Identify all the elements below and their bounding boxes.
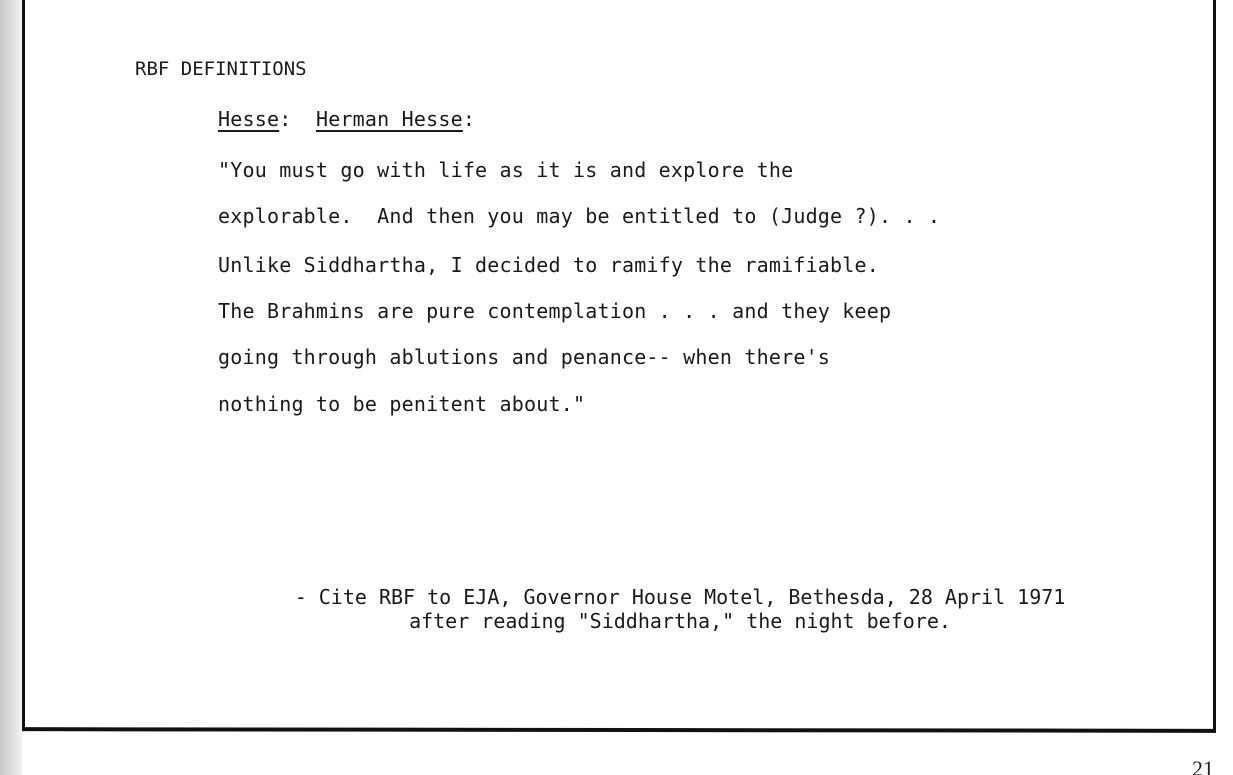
page-number: 21 [1192, 756, 1214, 775]
definition-subject [218, 107, 475, 131]
citation-line: after reading "Siddhartha," the night before. [409, 609, 951, 633]
subject-separator: : [279, 107, 292, 131]
quote-line: Unlike Siddhartha, I decided to ramify the ramifiable. [218, 253, 880, 277]
quote-line: The Brahmins are pure contemplation . . . and they keep [218, 299, 892, 323]
quote-line: explorable. And then you may be entitled to (Judge ?). . . [218, 204, 941, 228]
page-edge-shadow [0, 0, 22, 775]
quote-line: nothing to be penitent about." [218, 392, 586, 416]
citation-line: - Cite RBF to EJA, Governor House Motel, Bethesda, 28 April 1971 [294, 585, 1066, 609]
subject-full-name: Herman Hesse [315, 107, 463, 131]
quote-line: going through ablutions and penance-- when there's [218, 345, 831, 369]
subject-term: Hesse [218, 107, 280, 131]
subject-end: : [462, 107, 476, 131]
quote-line: "You must go with life as it is and explore the [218, 158, 794, 182]
document-header: RBF DEFINITIONS [135, 58, 307, 80]
citation [230, 585, 1130, 633]
